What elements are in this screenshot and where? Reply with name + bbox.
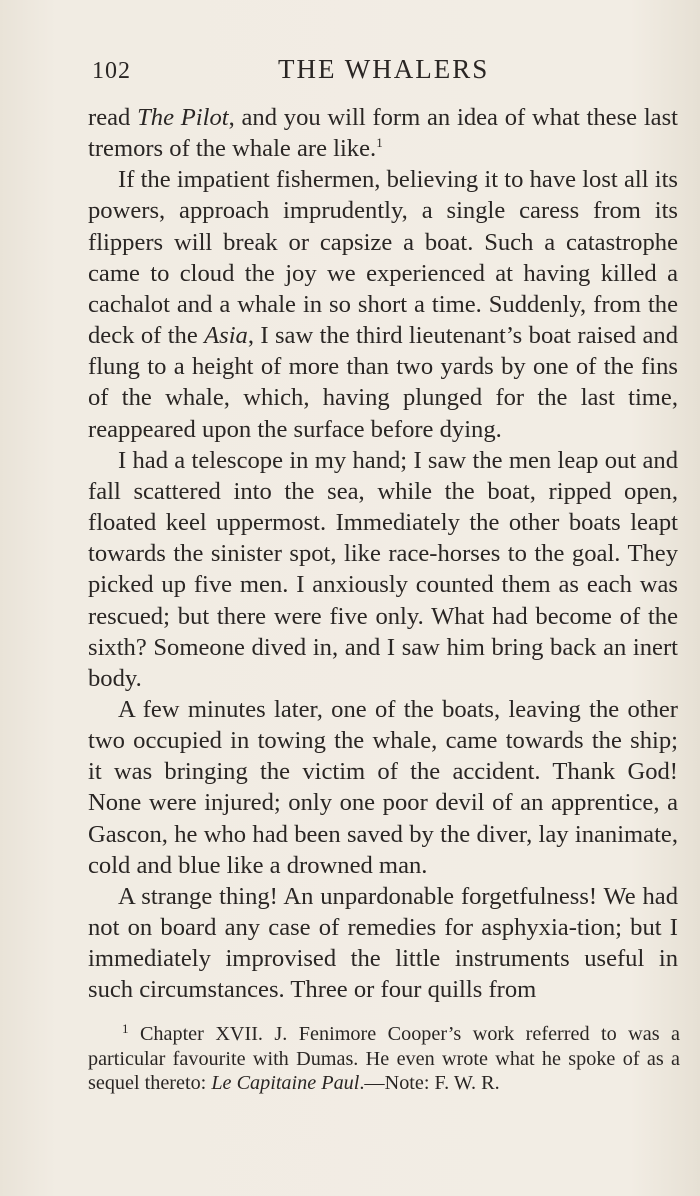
paragraph-1 [88,102,678,164]
paragraph-1-text-start: read [88,104,138,131]
paragraph-3: I had a telescope in my hand; I saw the men leap out and fall scattered into the sea, while the boat, ripped open, floated keel uppermost. Immediately the other boats leapt towards the sinister spot, like race-horses to the goal. They picked up five men. I anxiously counted them as each was rescued; but there were five only. What had become of the sixth? Someone dived in, and I saw him bring back an inert body. [88,446,678,692]
paragraph-5: A strange thing! An unpardonable forgetfulness! We had not on board any case of remedies for asphyxia-tion; but I immediately improvised the little instruments useful in such circumstances. Three or four quills from [88,882,678,1004]
footnote-text-end: .—Note: F. W. R. [359,1072,500,1095]
body-text [88,102,678,1006]
paragraph-4: A few minutes later, one of the boats, leaving the other two occupied in towing the whale, came towards the ship; it was bringing the victim of the accident. Thank God! None were injured; only one poor devil of an apprentice, a Gascon, he who had been saved by the diver, lay inanimate, cold and blue like a drowned man. [88,695,678,879]
footnote-reference[interactable]: 1 [376,135,383,151]
paragraph-2-text-start: If the impatient fishermen, believing it to have lost all its powers, approach imprudently, a single caress from its flippers will break or capsize a boat. Such a catastrophe came to cloud the joy we experienced at having killed a cachalot and a whale in so short a time. Suddenly, from the deck of the [88,166,678,350]
paragraph-1-text-end: , and you will form an idea of what these last tremors of the whale are like. [88,104,679,163]
footnote-text-start: Chapter XVII. J. Fenimore Cooper’s work referred to was a particular favourite with Dumas. He even wrote what he spoke of as a sequel thereto: [88,1023,680,1095]
footnote-text [88,1022,680,1096]
ship-name-asia: Asia [204,322,248,350]
running-title: THE WHALERS [278,54,490,84]
footnote [88,1022,680,1096]
book-title-the-pilot: The Pilot [137,104,229,131]
page-header [92,54,676,90]
paragraph-2-text-end: , I saw the third lieutenant’s boat raised and flung to a height of more than two yards by one of the fins of the whale, which, having plunged for the last time, reappeared upon the surface before dying. [88,322,678,443]
book-title-le-capitaine-paul: Le Capitaine Paul [211,1072,360,1095]
footnote-mark: 1 [122,1021,129,1036]
paragraph-2 [88,164,678,444]
page-number: 102 [92,58,131,84]
